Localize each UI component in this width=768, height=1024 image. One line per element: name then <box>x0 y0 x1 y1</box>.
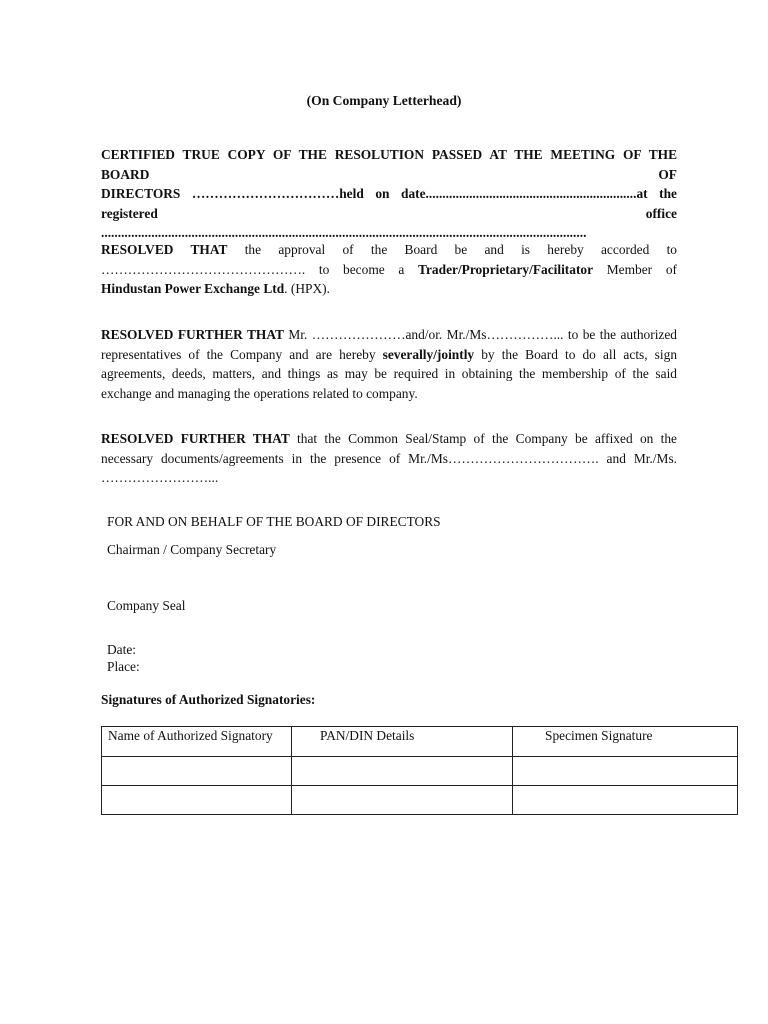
date-label: Date: <box>107 642 136 657</box>
resolution-paragraph-1 <box>101 240 677 299</box>
table-cell <box>513 757 738 786</box>
member-type: Trader/Proprietary/Facilitator <box>418 261 594 277</box>
resolution-3-text-1: that the Common Seal/Stamp of the Company be affixed on the necessary documents/agreements in the presence of Mr./Ms……………………………. and Mr./Ms. ……………………... <box>101 431 677 485</box>
table-cell <box>102 757 292 786</box>
exchange-name: Hindustan Power Exchange Ltd <box>101 281 285 296</box>
table-row <box>102 757 738 786</box>
resolution-2-text-2: by the Board to do all acts, sign agreements, deeds, matters, and things as may be required in obtaining the membership of the said exchange and managing the operations related to company. <box>101 346 678 401</box>
heading-line-2: DIRECTORS ……………………………held on date...............................................................at the <box>101 186 677 201</box>
resolution-2-lead: RESOLVED FURTHER THAT <box>101 327 284 342</box>
column-header-name: Name of Authorized Signatory <box>102 727 292 757</box>
table-header-row <box>102 727 738 757</box>
resolution-heading <box>101 145 677 243</box>
table-cell <box>102 786 292 815</box>
on-behalf-line: FOR AND ON BEHALF OF THE BOARD OF DIRECTORS <box>107 514 441 529</box>
signatories-table <box>101 726 738 815</box>
letterhead-note: (On Company Letterhead) <box>306 93 462 108</box>
table-row <box>102 786 738 815</box>
resolution-1-text-3: . (HPX). <box>284 281 330 296</box>
resolution-1-lead: RESOLVED THAT <box>101 242 228 257</box>
heading-line-1: CERTIFIED TRUE COPY OF THE RESOLUTION PASSED AT THE MEETING OF THE BOARD OF <box>101 147 677 182</box>
resolution-1-text-1: the approval of the Board be and is hereby accorded to ………………………………………. to become a <box>101 242 678 277</box>
column-header-pan-din: PAN/DIN Details <box>292 727 513 757</box>
resolution-1-text-2: Member of <box>593 261 677 277</box>
place-label: Place: <box>107 659 140 674</box>
table-cell <box>513 786 738 815</box>
signatories-title: Signatures of Authorized Signatories: <box>101 692 316 707</box>
company-seal-label: Company Seal <box>107 598 186 613</box>
authority-mode: severally/jointly <box>382 346 475 362</box>
column-header-signature: Specimen Signature <box>513 727 738 757</box>
resolution-3-lead: RESOLVED FURTHER THAT <box>101 431 290 446</box>
table-cell <box>292 786 513 815</box>
designation-line: Chairman / Company Secretary <box>107 542 277 557</box>
resolution-paragraph-3 <box>101 429 677 488</box>
resolution-paragraph-2 <box>101 325 677 403</box>
table-cell <box>292 757 513 786</box>
heading-line-3: registered office ................................................................................................................................................. <box>101 205 677 240</box>
resolution-2-text-1: Mr. …………………and/or. Mr./Ms……………... to be the authorized representatives of the Company and are hereby <box>101 327 677 362</box>
